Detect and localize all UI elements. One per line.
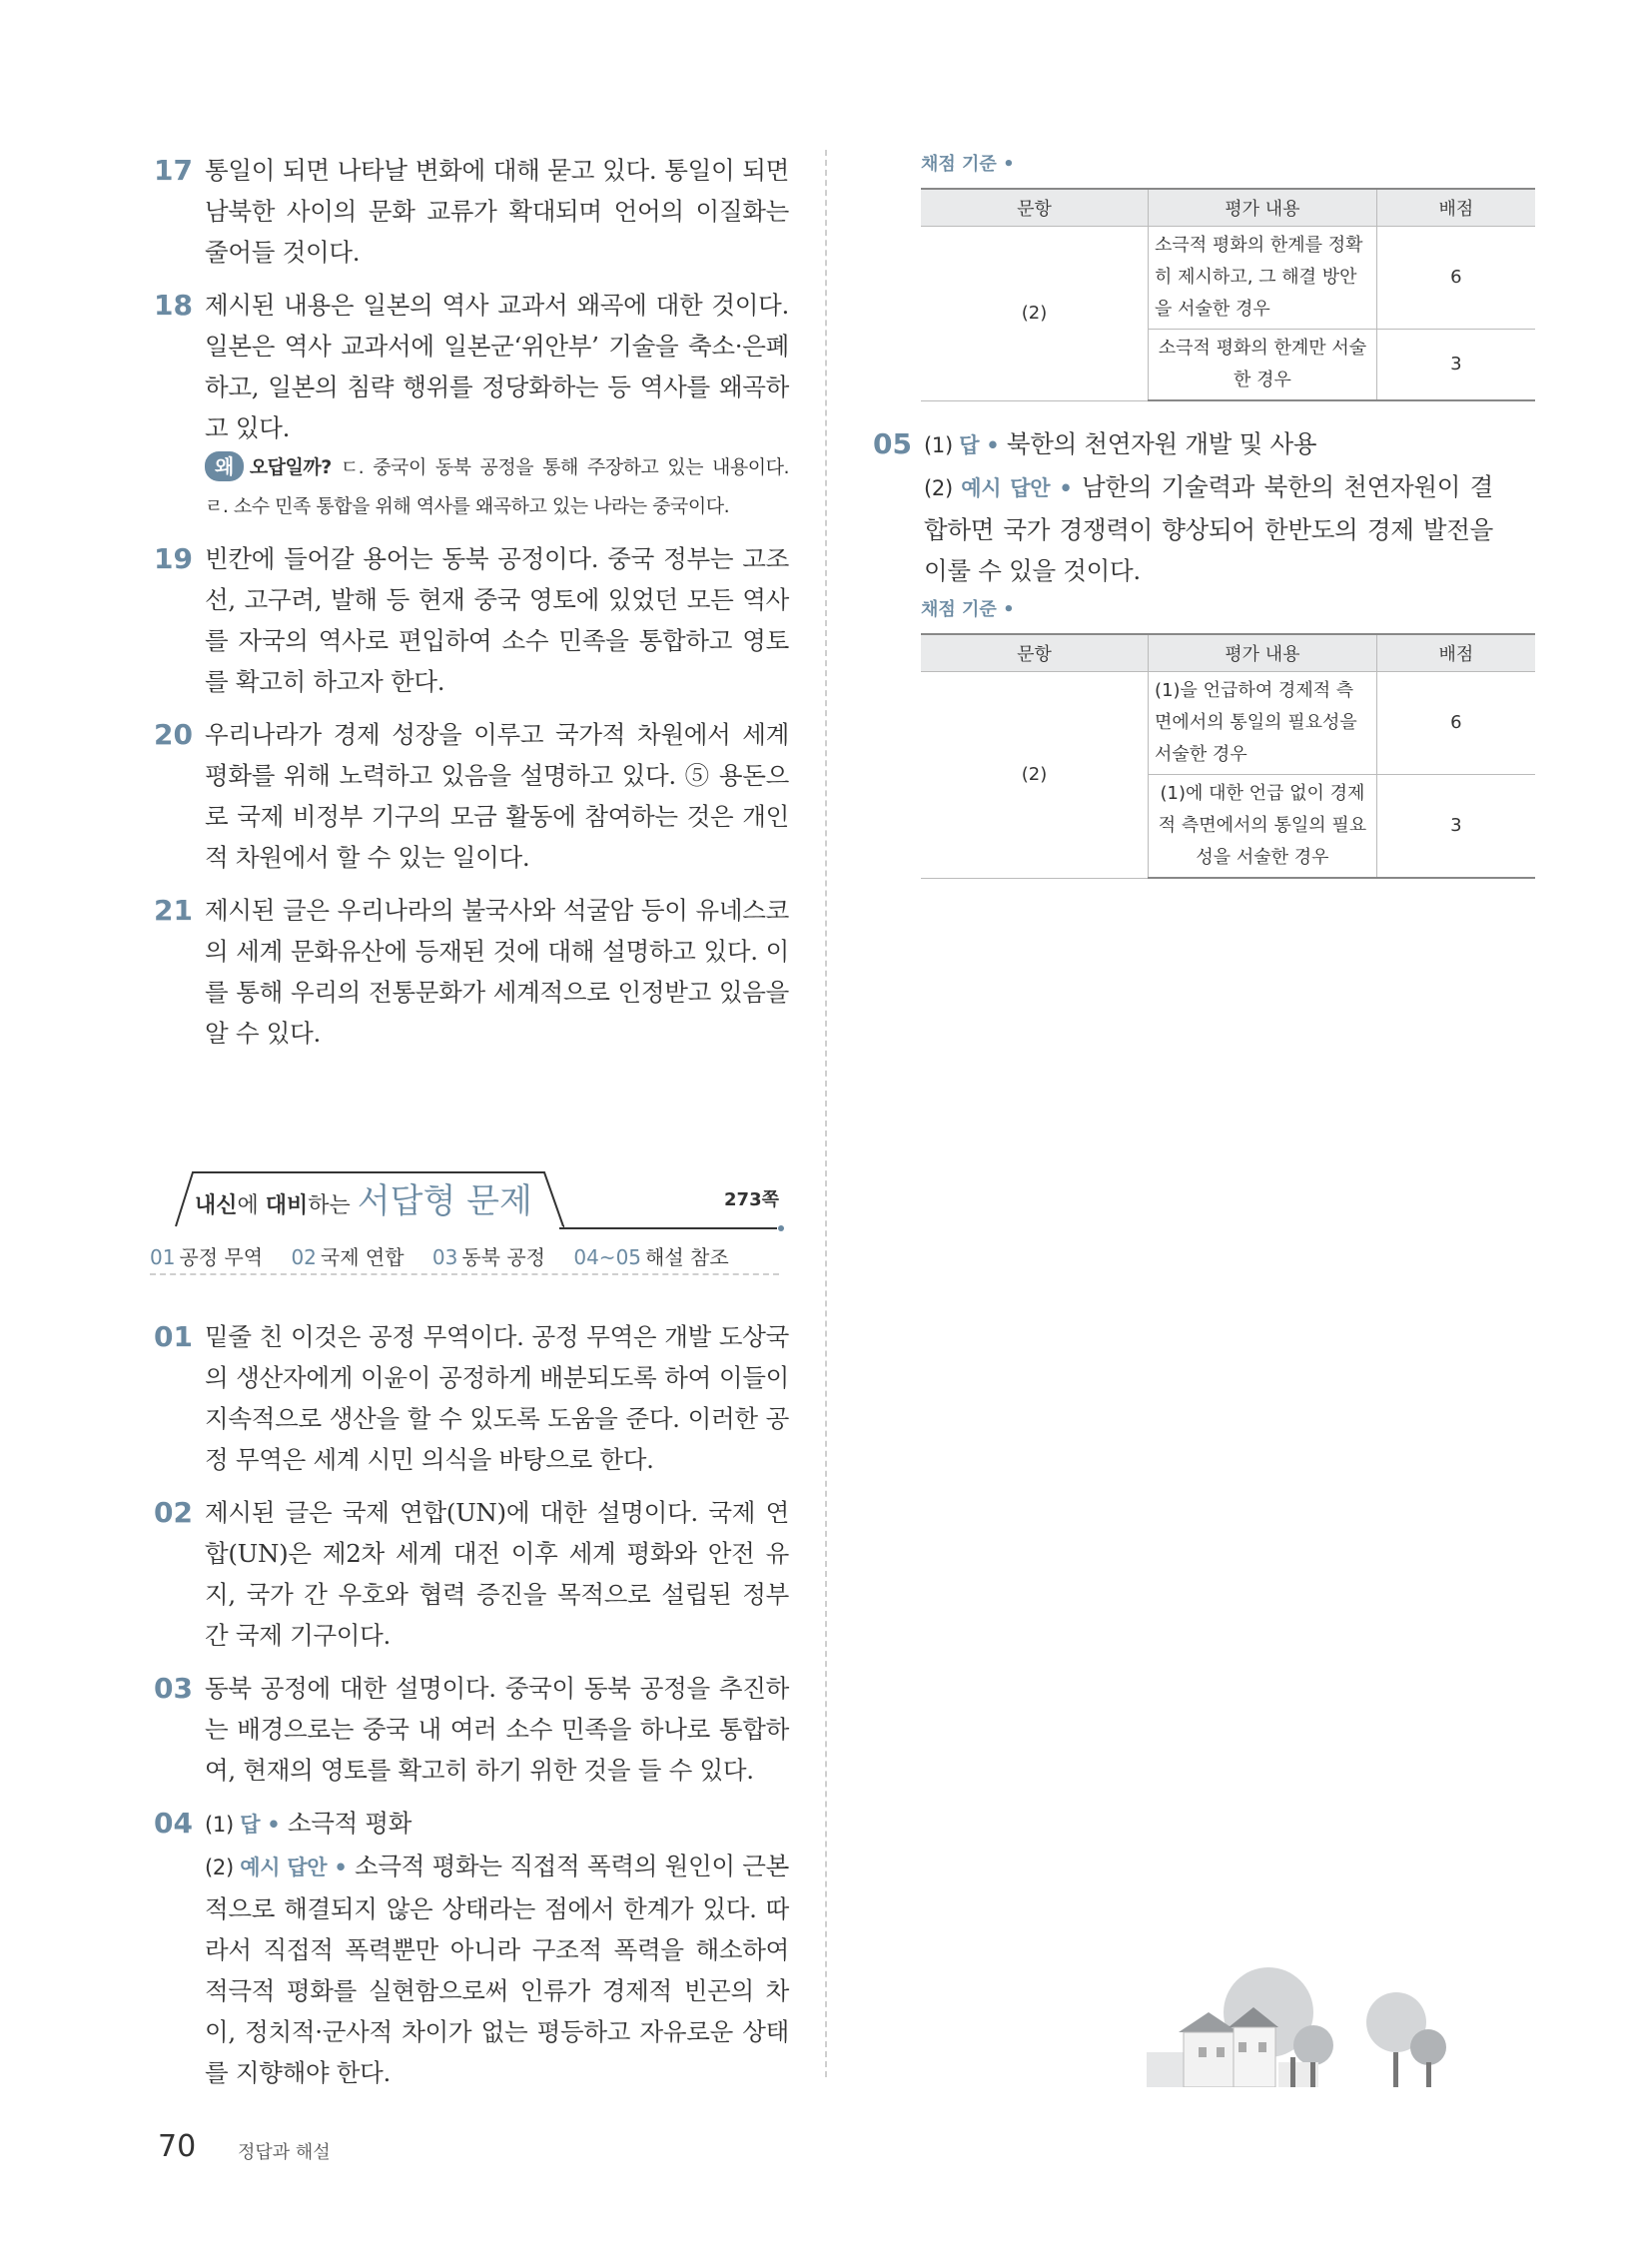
explanation-item [150,714,789,878]
answer-part-1: (1) 답 • 북한의 천연자원 개발 및 사용 [924,429,1317,458]
answer-item [150,1803,789,2093]
item-text: 제시된 글은 국제 연합(UN)에 대한 설명이다. 국제 연합(UN)은 제2차 세계 대전 이후 세계 평화와 안전 유지, 국가 간 우호와 협력 증진을 목적으로 설립된 정부 간 국제 기구이다. [205,1498,789,1650]
section-title-rule [559,1225,789,1231]
item-number: 04 [154,1807,193,1840]
why-title: 오답일까? [249,456,332,478]
item-text: 제시된 내용은 일본의 역사 교과서 왜곡에 대한 것이다. 일본은 역사 교과서에 일본군‘위안부’ 기술을 축소·은폐하고, 일본의 침략 행위를 정당화하는 등 역사를 왜곡하고 있다. [205,291,789,442]
item-text: 통일이 되면 나타날 변화에 대해 묻고 있다. 통일이 되면 남북한 사이의 문화 교류가 확대되며 언어의 이질화는 줄어들 것이다. [205,156,789,267]
explanation-item [150,538,789,702]
section-header [150,1163,779,1273]
item-cell: (2) [921,227,1149,401]
criteria-label: 채점 기준 • [921,154,1015,175]
answer-item-05 [869,423,1493,591]
col-header-content: 평가 내용 [1149,634,1377,672]
why-text: ㄷ. 중국이 동북 공정을 통해 주장하고 있는 내용이다. ㄹ. 소수 민족 통합을 위해 역사를 왜곡하고 있는 나라는 중국이다. [205,456,789,517]
content-cell: 소극적 평화의 한계만 서술한 경우 [1149,330,1377,401]
answer-part-1: (1) 답 • 소극적 평화 [205,1809,413,1838]
criteria-table-04 [921,188,1535,401]
content-cell: 소극적 평화의 한계를 정확히 제시하고, 그 해결 방안을 서술한 경우 [1149,227,1377,330]
explanation-item [150,150,789,273]
content-cell: (1)에 대한 언급 없이 경제적 측면에서의 통일의 필요성을 서술한 경우 [1149,775,1377,879]
item-text: 제시된 글은 우리나라의 불국사와 석굴암 등이 유네스코의 세계 문화유산에 등재된 것에 대해 설명하고 있다. 이를 통해 우리의 전통문화가 세계적으로 인정받고 있음을 알 수 있다. [205,896,789,1048]
col-header-score: 배점 [1376,634,1535,672]
score-cell: 3 [1376,775,1535,879]
answer-item [150,1316,789,1480]
item-text: 빈칸에 들어갈 용어는 동북 공정이다. 중국 정부는 고조선, 고구려, 발해 등 현재 중국 영토에 있었던 모든 역사를 자국의 역사로 편입하여 소수 민족을 통합하고 영토를 확고히 하고자 한다. [205,544,789,696]
item-number: 05 [873,427,912,460]
page-number: 70 [158,2129,197,2164]
item-text: 밑줄 친 이것은 공정 무역이다. 공정 무역은 개발 도상국의 생산자에게 이윤이 공정하게 배분되도록 하여 이들이 지속적으로 생산을 할 수 있도록 도움을 준다. 이러한 공정 무역은 세계 시민 의식을 바탕으로 한다. [205,1322,789,1474]
page-reference: 273쪽 [724,1189,779,1210]
footer-title: 정답과 해설 [238,2142,331,2163]
item-number: 18 [154,289,193,322]
answers-column [150,1316,789,2105]
right-column [869,150,1493,879]
answer-summary: 01 공정 무역 02 국제 연합 03 동북 공정 04~05 해설 참조 [150,1245,729,1269]
item-cell: (2) [921,672,1149,879]
explanation-item [150,890,789,1054]
item-number: 19 [154,542,193,575]
explanation-item [150,285,789,526]
content-cell: (1)을 언급하여 경제적 측면에서의 통일의 필요성을 서술한 경우 [1149,672,1377,775]
item-number: 01 [154,1320,193,1353]
table-row [921,672,1535,775]
why-wrong-note [205,448,789,526]
score-cell: 6 [1376,672,1535,775]
table-row [921,227,1535,330]
village-illustration [1139,1967,1478,2087]
item-text: 동북 공정에 대한 설명이다. 중국이 동북 공정을 추진하는 배경으로는 중국 내 여러 소수 민족을 하나로 통합하여, 현재의 영토를 확고히 하기 위한 것을 들 수 있다. [205,1674,789,1785]
item-number: 21 [154,894,193,927]
answer-item [150,1492,789,1656]
section-title: 내신에 대비하는 서답형 문제 [195,1181,532,1221]
answer-part-2: (2) 예시 답안 • 남한의 기술력과 북한의 천연자원이 결합하면 국가 경쟁력이 향상되어 한반도의 경제 발전을 이룰 수 있을 것이다. [924,472,1494,585]
column-divider [825,150,827,2077]
item-number: 17 [154,154,193,187]
criteria-label: 채점 기준 • [921,599,1015,620]
score-cell: 3 [1376,330,1535,401]
item-text: 우리나라가 경제 성장을 이루고 국가적 차원에서 세계 평화를 위해 노력하고 있음을 설명하고 있다. ⑤ 용돈으로 국제 비정부 기구의 모금 활동에 참여하는 것은 개인적 차원에서 할 수 있는 일이다. [205,720,789,872]
item-number: 20 [154,718,193,751]
answer-part-2: (2) 예시 답안 • 소극적 평화는 직접적 폭력의 원인이 근본적으로 해결되지 않은 상태라는 점에서 한계가 있다. 따라서 직접적 폭력뿐만 아니라 구조적 폭력을 해소하여 적극적 평화를 실현함으로써 인류가 경제적 빈곤의 차이, 정치적·군사적 차이가 없는 평등하고 자유로운 상태를 지향해야 한다. [205,1852,789,2087]
criteria-table-05 [921,633,1535,879]
left-column [150,150,789,1066]
answer-item [150,1668,789,1791]
item-number: 02 [154,1496,193,1529]
col-header-score: 배점 [1376,189,1535,227]
score-cell: 6 [1376,227,1535,330]
col-header-content: 평가 내용 [1149,189,1377,227]
col-header-item: 문항 [921,634,1149,672]
col-header-item: 문항 [921,189,1149,227]
section-divider [150,1273,779,1275]
item-number: 03 [154,1672,193,1705]
why-badge: 왜 [205,451,244,481]
